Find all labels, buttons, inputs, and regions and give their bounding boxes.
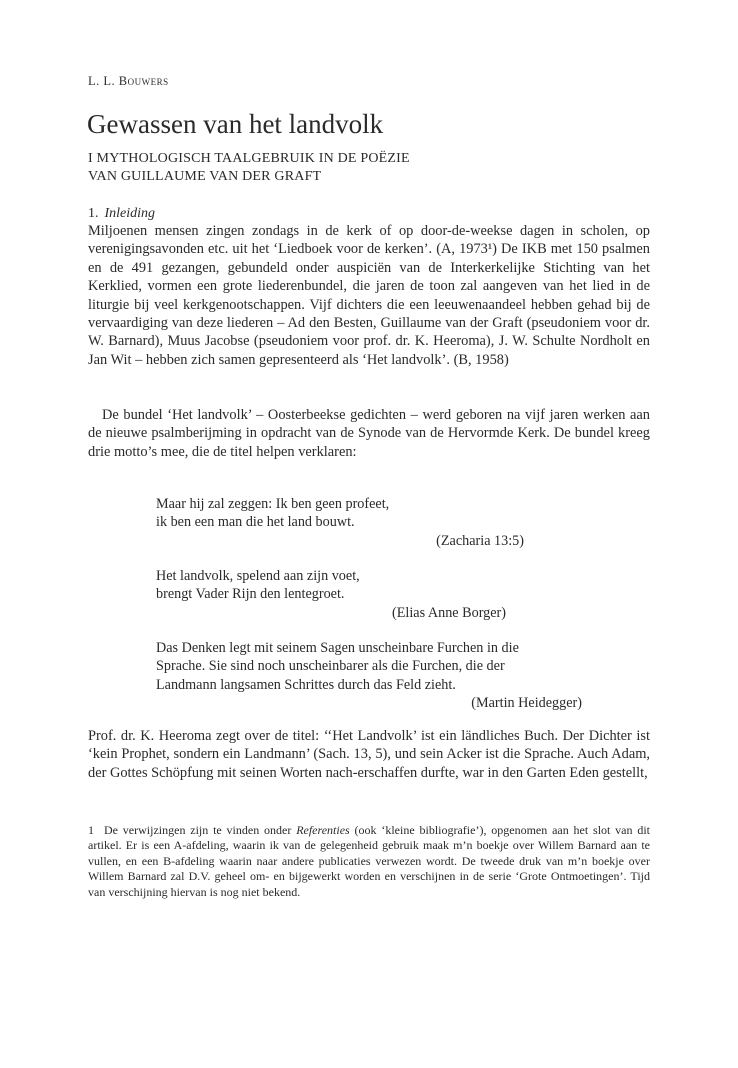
article-subtitle	[88, 150, 410, 186]
subtitle-line-2: VAN GUILLAUME VAN DER GRAFT	[88, 169, 322, 184]
footnote	[88, 823, 650, 900]
quote-line: ik ben een man die het land bouwt.	[156, 514, 355, 531]
quote-line: Het landvolk, spelend aan zijn voet,	[156, 568, 360, 584]
author-name: L. L. Bouwers	[88, 74, 169, 88]
footnote-number: 1	[88, 823, 94, 837]
article-title: Gewassen van het landvolk	[87, 109, 384, 139]
quote-line: brengt Vader Rijn den lentegroet.	[156, 586, 345, 603]
quote-line: Das Denken legt mit seinem Sagen unscheinbare Furchen in die	[156, 640, 519, 656]
quote-source: (Martin Heidegger)	[471, 695, 582, 712]
motto-quote	[156, 495, 524, 550]
section-title: Inleiding	[104, 206, 156, 221]
subtitle-line-1: I MYTHOLOGISCH TAALGEBRUIK IN DE POËZIE	[88, 151, 410, 166]
quote-source: (Zacharia 13:5)	[436, 532, 524, 549]
section-number: 1.	[88, 206, 99, 221]
quote-source: (Elias Anne Borger)	[392, 604, 506, 621]
quote-line: Maar hij zal zeggen: Ik ben geen profeet,	[156, 496, 390, 512]
motto-quote	[156, 639, 582, 713]
section-heading	[88, 205, 155, 223]
footnote-text: (ook ‘kleine bibliografie’), opgenomen aan het slot van dit artikel. Er is een A-afdeling, waarin ik van de gelegenheid gebruik maak m’n boekje over Willem Barnard aan te vullen, en een B-afdeling waarin naar andere publicaties verwezen wordt. De tweede druk van m’n boekje over Willem Barnard zal D.V. geheel om- en bijgewerkt worden en verschijnen in de serie ‘Grote Ontmoetingen’. Tijd van verschijning hiervan is nog niet bekend.	[88, 823, 650, 899]
motto-quote	[156, 567, 506, 622]
paragraph-bundel: De bundel ‘Het landvolk’ – Oosterbeekse gedichten – werd geboren na vijf jaren werken aan de nieuwe psalmberijming in opdracht van de Synode van de Hervormde Kerk. De bundel kreeg drie motto’s mee, die de titel helpen verklaren:	[88, 407, 650, 460]
paragraph-heeroma: Prof. dr. K. Heeroma zegt over de titel: ‘‘Het Landvolk’ ist ein ländliches Buch. Der Dichter ist ‘kein Prophet, sondern ein Landmann’ (Sach. 13, 5), und sein Acker ist die Sprache. Auch Adam, der Gottes Schöpfung mit seinen Worten nach-erschaffen durfte, war in den Garten Eden gestellt,	[88, 728, 650, 781]
quote-line: Landmann langsamen Schrittes durch das Feld zieht.	[156, 676, 456, 693]
paragraph-intro: Miljoenen mensen zingen zondags in de kerk of op door-de-weekse dagen in scholen, op verenigingsavonden etc. uit het ‘Liedboek voor de kerken’. (A, 1973¹) De IKB met 150 psalmen en de 491 gezangen, gebundeld onder auspiciën van de Interkerkelijke Stichting van het Kerklied, vormen een grote liederenbundel, die jaren de toon zal aangeven van het lied in de liturgie bij veel kerkgenootschappen. Vijf dichters die een leeuwenaandeel hebben gehad bij de vervaardiging van deze liederen – Ad den Besten, Guillaume van der Graft (pseudoniem voor dr. W. Barnard), Muus Jacobse (pseudoniem voor prof. dr. K. Heeroma), J. W. Schulte Nordholt en Jan Wit – hebben zich samen gepresenteerd als ‘Het landvolk’. (B, 1958)	[88, 223, 650, 368]
footnote-text: De verwijzingen zijn te vinden onder	[104, 823, 297, 837]
quote-line: Sprache. Sie sind noch unscheinbarer als die Furchen, die der	[156, 658, 505, 675]
footnote-italic: Referenties	[296, 823, 350, 837]
